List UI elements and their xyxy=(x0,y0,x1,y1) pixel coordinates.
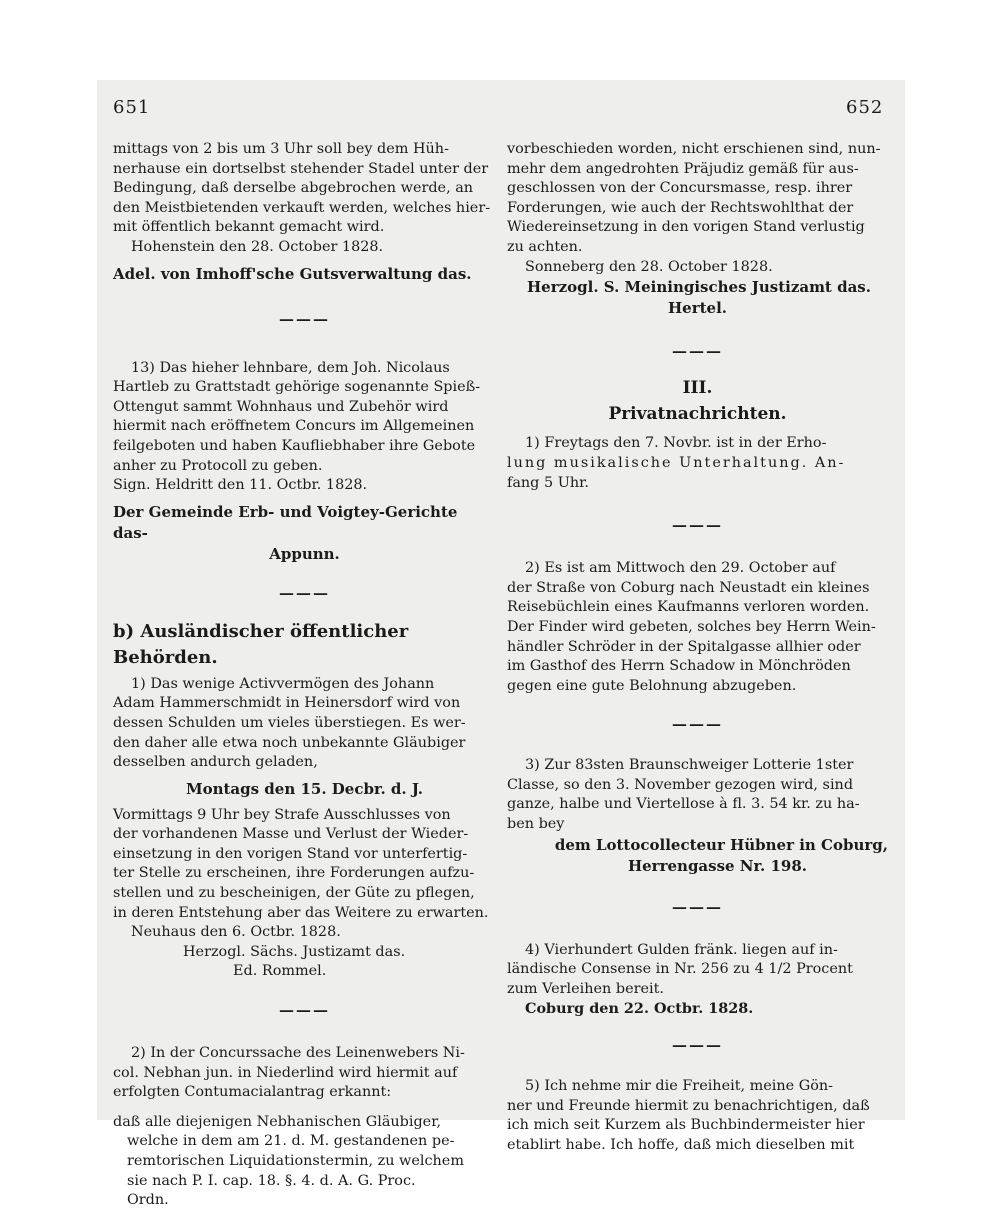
text-line: in deren Entstehung aber das Weitere zu erwarten. xyxy=(113,904,489,921)
item-gulden xyxy=(507,941,888,1019)
text-line: fang 5 Uhr. xyxy=(507,474,589,491)
text-line: 2) Es ist am Mittwoch den 29. October auf xyxy=(525,560,836,577)
text-line: 4) Vierhundert Gulden fränk. liegen auf in- xyxy=(525,941,838,958)
right-column xyxy=(507,140,888,1155)
signature-name: Ed. Rommel. xyxy=(233,963,327,980)
page-number-right: 652 xyxy=(846,97,884,118)
place-date: Coburg den 22. Octbr. 1828. xyxy=(525,1000,754,1018)
text-line: anher zu Protocoll zu geben. xyxy=(113,457,323,474)
separator: ——— xyxy=(672,342,723,361)
notice-nebhan xyxy=(113,1044,496,1211)
text-line: der vorhandenen Masse und Verlust der Wieder- xyxy=(113,826,469,843)
section-title: Privatnachrichten. xyxy=(608,403,787,424)
signature-name: Hertel. xyxy=(667,299,727,318)
text-line: Wiedereinsetzung in den vorigen Stand verlustig xyxy=(507,219,865,236)
signature: dem Lottocollecteur Hübner in Coburg, xyxy=(554,835,888,854)
text-line: zu achten. xyxy=(507,238,583,255)
text-line: sie nach P. I. cap. 18. §. 4. d. A. G. Proc. xyxy=(127,1172,416,1189)
separator: ——— xyxy=(279,309,330,328)
text-line: desselben andurch geladen, xyxy=(113,754,318,771)
text-line: Adam Hammerschmidt in Heinersdorf wird von xyxy=(113,695,461,712)
text-line: händler Schröder in der Spitalgasse allhier oder xyxy=(507,638,861,655)
text-line: 5) Ich nehme mir die Freiheit, meine Gön- xyxy=(525,1078,834,1095)
notice-spiess-ottengut xyxy=(113,359,496,565)
separator: ——— xyxy=(672,1036,723,1055)
section-number: III. xyxy=(682,378,713,399)
text-line: lung musikalische Unterhaltung. An- xyxy=(507,454,846,471)
place-date: Neuhaus den 6. Octbr. 1828. xyxy=(131,924,341,941)
text-line: 1) Das wenige Activvermögen des Johann xyxy=(131,675,435,692)
text-line: 3) Zur 83sten Braunschweiger Lotterie 1ster xyxy=(525,757,854,774)
item-reisebuechlein xyxy=(507,559,888,696)
text-line: nerhause ein dortselbst stehender Stadel unter der xyxy=(113,160,489,177)
signature: Adel. von Imhoff'sche Gutsverwaltung das. xyxy=(113,264,472,283)
text-line: vorbeschieden worden, nicht erschienen sind, nun- xyxy=(507,141,881,157)
signature: Der Gemeinde Erb- und Voigtey-Gerichte das- xyxy=(113,502,458,542)
text-line: stellen und zu bescheinigen, der Güte zu pflegen, xyxy=(113,885,475,902)
separator: ——— xyxy=(279,583,330,602)
text-line: Der Finder wird gebeten, solches bey Herrn Wein- xyxy=(507,618,876,635)
text-line: mittags von 2 bis um 3 Uhr soll bey dem Hüh- xyxy=(113,141,449,157)
text-line: im Gasthof des Herrn Schadow in Mönchröden xyxy=(507,658,851,675)
text-line: Bedingung, daß derselbe abgebrochen werde, an xyxy=(113,180,474,197)
separator: ——— xyxy=(672,897,723,916)
signature-address: Herrengasse Nr. 198. xyxy=(627,856,808,875)
text-line: 13) Das hieher lehnbare, dem Joh. Nicolaus xyxy=(131,359,450,376)
text-line: ganze, halbe und Viertellose à fl. 3. 54 kr. zu ha- xyxy=(507,796,860,813)
text-line: remtorischen Liquidationstermin, zu welchem xyxy=(127,1153,464,1169)
page-number-left: 651 xyxy=(113,97,151,118)
item-buchbinder xyxy=(507,1077,888,1155)
separator: ——— xyxy=(672,715,723,734)
text-line: mit öffentlich bekannt gemacht wird. xyxy=(113,219,385,236)
place-date: Hohenstein den 28. October 1828. xyxy=(131,238,384,255)
signature: Herzogl. S. Meiningisches Justizamt das. xyxy=(527,278,871,297)
left-column xyxy=(113,140,496,1211)
text-line: erfolgten Contumacialantrag erkannt: xyxy=(113,1084,392,1101)
text-line: den daher alle etwa noch unbekannte Gläubiger xyxy=(113,734,466,751)
notice-continuation xyxy=(507,140,888,319)
text-line: daß alle diejenigen Nebhanischen Gläubiger, xyxy=(113,1113,442,1130)
text-line: etablirt habe. Ich hoffe, daß mich dieselben mit xyxy=(507,1136,855,1153)
text-line: Ordn. xyxy=(127,1192,169,1209)
text-line: 2) In der Concurssache des Leinenwebers Ni- xyxy=(131,1045,465,1062)
text-line: 1) Freytags den 7. Novbr. ist in der Erho- xyxy=(525,435,827,452)
text-line: Ottengut sammt Wohnhaus und Zubehör wird xyxy=(113,398,449,415)
text-line: dessen Schulden um vieles überstiegen. Es wer- xyxy=(113,714,466,731)
section-heading-b: b) Ausländischer öffentlicher Behörden. xyxy=(113,620,409,668)
place-date: Sign. Heldritt den 11. Octbr. 1828. xyxy=(113,477,368,494)
text-line: ner und Freunde hiermit zu benachrichtigen, daß xyxy=(507,1097,870,1114)
text-line: ben bey xyxy=(507,816,565,833)
text-line: ich mich seit Kurzem als Buchbindermeister hier xyxy=(507,1117,865,1134)
separator: ——— xyxy=(279,1001,330,1020)
hearing-date: Montags den 15. Decbr. d. J. xyxy=(185,779,424,798)
text-line: gegen eine gute Belohnung abzugeben. xyxy=(507,677,797,694)
text-line: einsetzung in den vorigen Stand vor unterfertig- xyxy=(113,845,468,862)
notice-stadel xyxy=(113,140,496,285)
text-line: Hartleb zu Grattstadt gehörige sogenannte Spieß- xyxy=(113,379,481,396)
text-line: mehr dem angedrohten Präjudiz gemäß für aus- xyxy=(507,160,859,177)
text-line: col. Nebhan jun. in Niederlind wird hiermit auf xyxy=(113,1064,458,1081)
notice-hammerschmidt xyxy=(113,675,496,982)
text-line: feilgeboten und haben Kaufliebhaber ihre Gebote xyxy=(113,437,476,454)
text-line: den Meistbietenden verkauft werden, welches hier- xyxy=(113,199,491,216)
text-line: welche in dem am 21. d. M. gestandenen pe- xyxy=(127,1133,455,1150)
text-line: Vormittags 9 Uhr bey Strafe Ausschlusses von xyxy=(113,806,451,823)
text-line: ter Stelle zu erscheinen, ihre Forderungen aufzu- xyxy=(113,865,475,882)
text-line: zum Verleihen bereit. xyxy=(507,980,664,997)
text-line: Classe, so den 3. November gezogen wird, sind xyxy=(507,776,854,793)
separator: ——— xyxy=(672,516,723,535)
signature: Herzogl. Sächs. Justizamt das. xyxy=(183,943,406,960)
text-line: der Straße von Coburg nach Neustadt ein kleines xyxy=(507,579,870,596)
signature-name: Appunn. xyxy=(269,544,340,563)
text-line: ländische Consense in Nr. 256 zu 4 1/2 Procent xyxy=(507,961,853,978)
text-line: geschlossen von der Concursmasse, resp. ihrer xyxy=(507,180,853,197)
place-date: Sonneberg den 28. October 1828. xyxy=(525,258,773,275)
item-lotterie xyxy=(507,756,888,876)
text-line: hiermit nach eröffnetem Concurs im Allgemeinen xyxy=(113,418,475,435)
item-erholung xyxy=(507,434,888,493)
text-line: Reisebüchlein eines Kaufmanns verloren worden. xyxy=(507,599,870,616)
text-line: Forderungen, wie auch der Rechtswohlthat der xyxy=(507,199,854,216)
